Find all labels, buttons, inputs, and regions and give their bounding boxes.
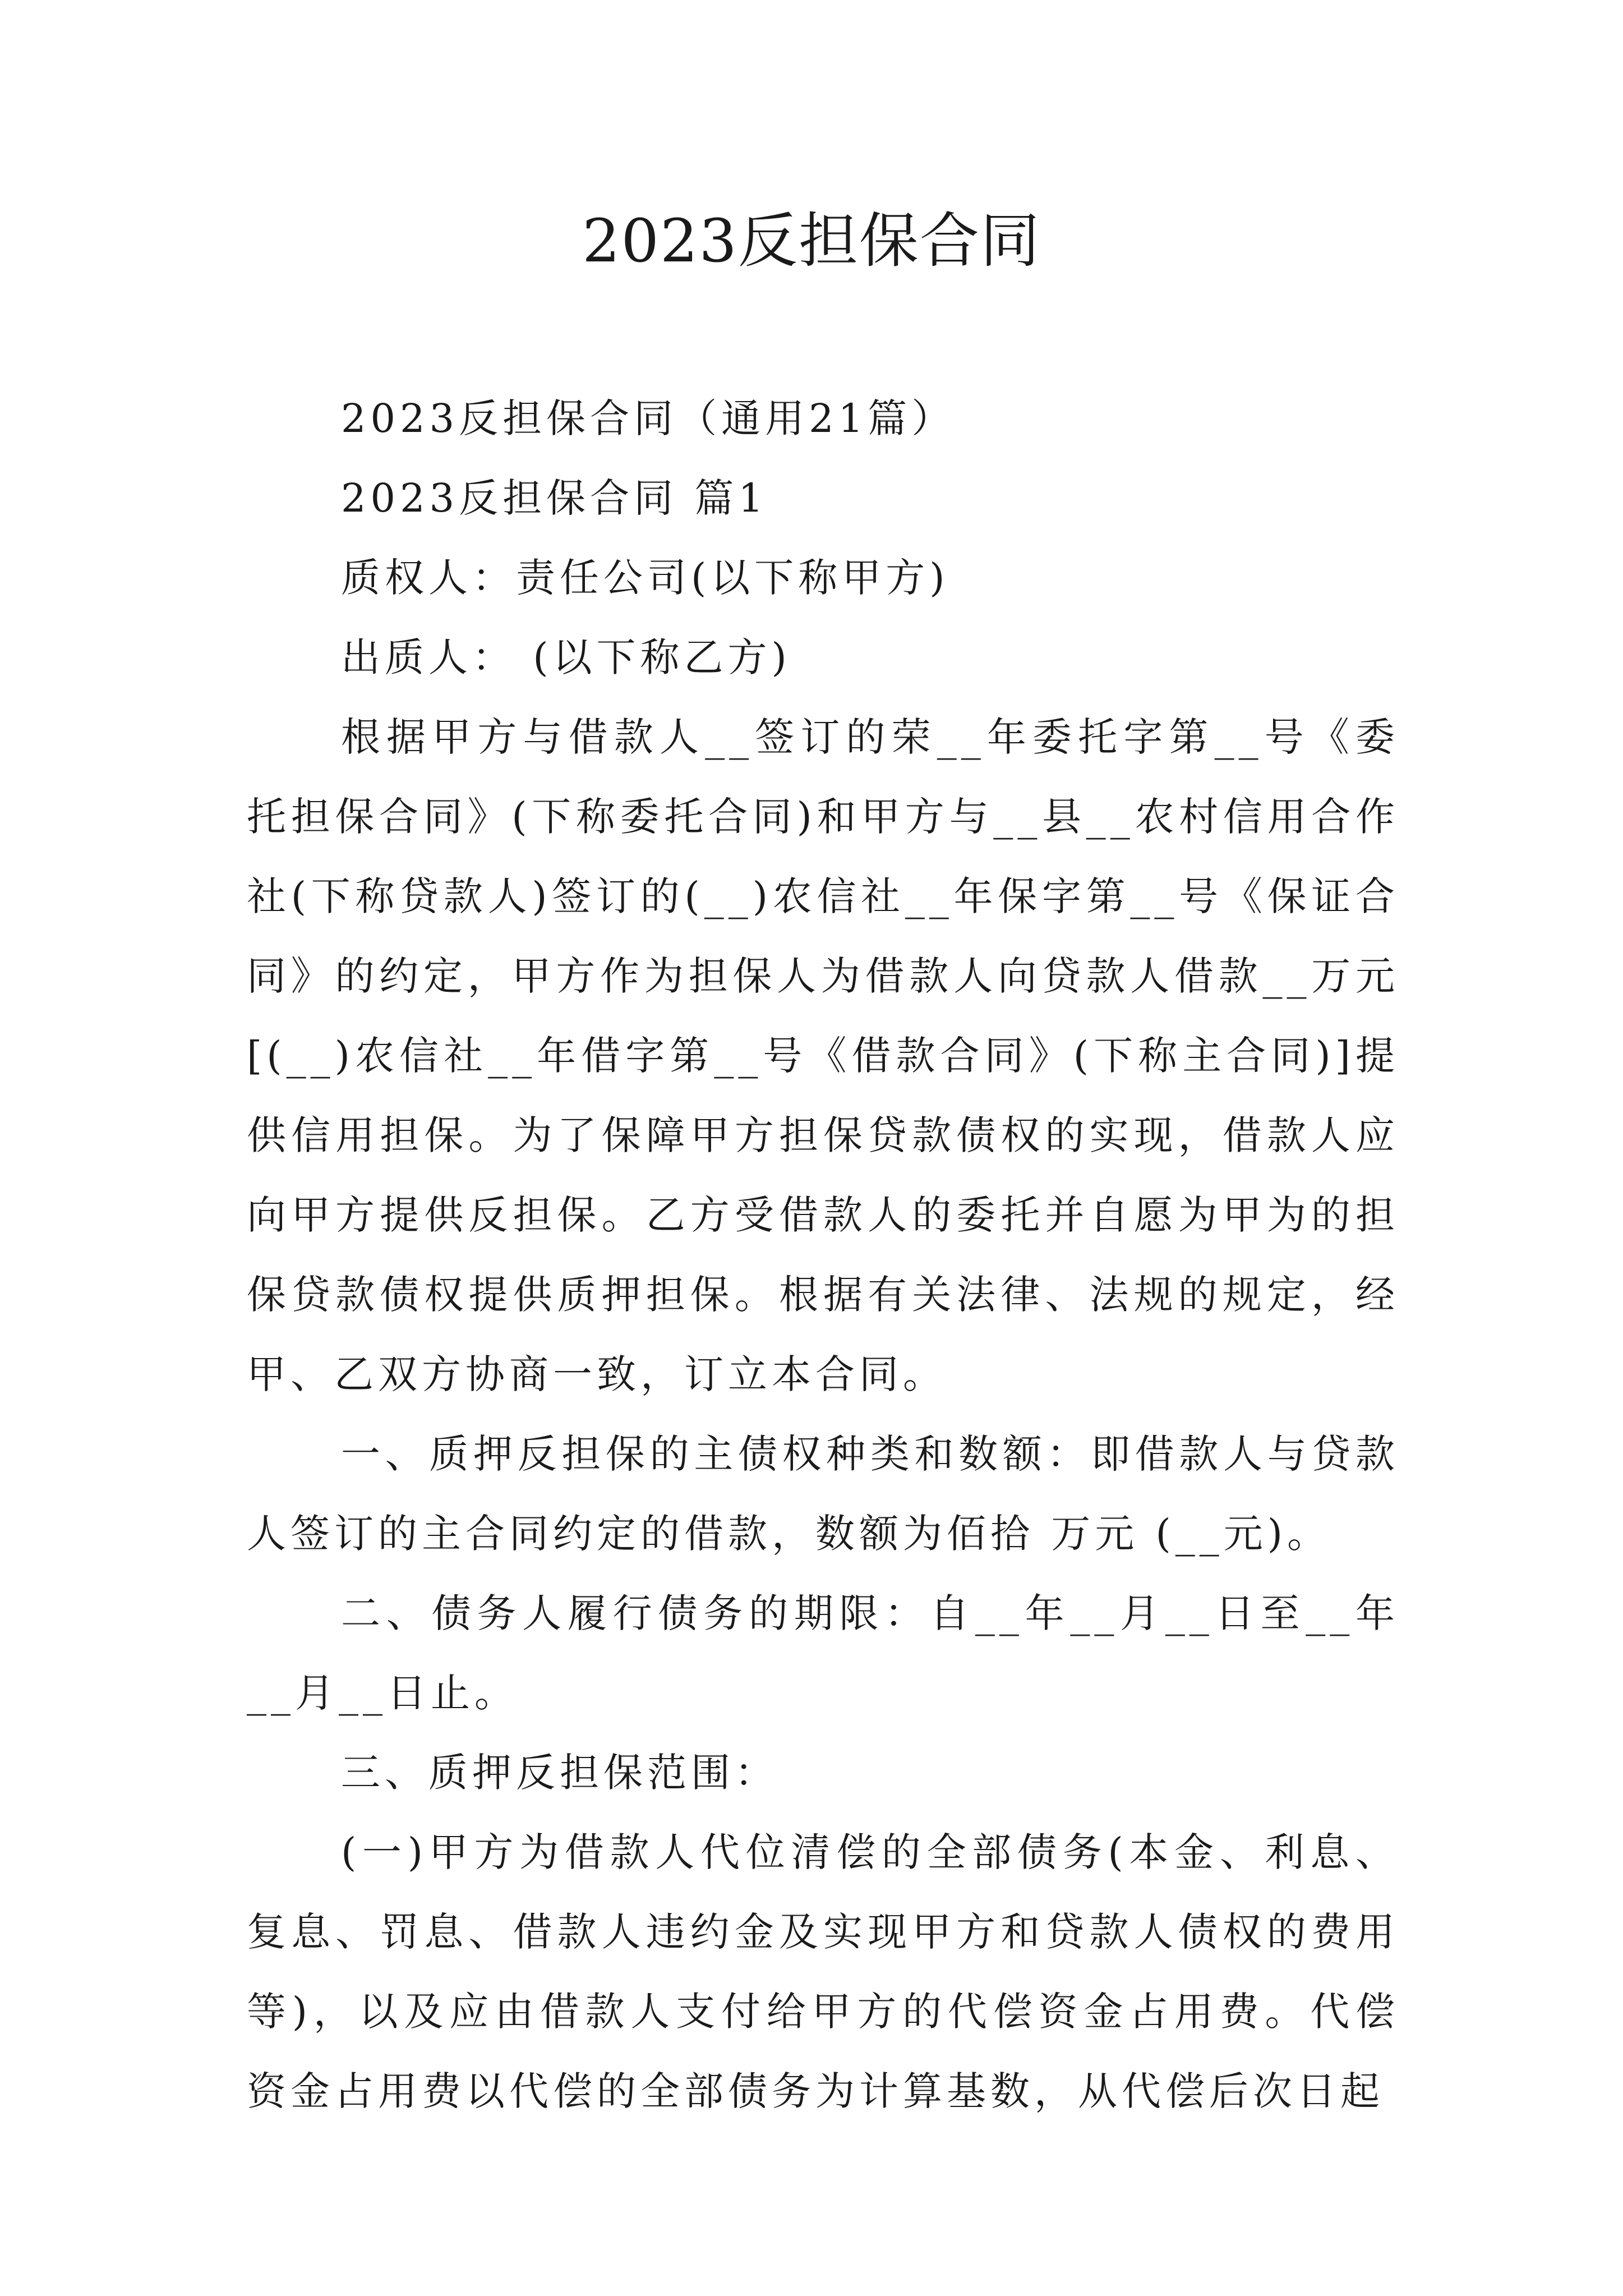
- section-heading: 2023反担保合同 篇1: [341, 475, 768, 521]
- clause-1-paragraph: 一、质押反担保的主债权种类和数额：即借款人与贷款人签订的主合同约定的借款，数额为佰拾 万元 (__元)。: [247, 1431, 1399, 1557]
- clause-3-heading: 三、质押反担保范围：: [341, 1750, 778, 1796]
- pledgee-line: 质权人：责任公司(以下称甲方): [341, 555, 949, 601]
- document-title: 2023反担保合同: [582, 206, 1041, 275]
- pledgor-line: 出质人： (以下称乙方): [341, 634, 791, 680]
- subtitle-paragraph: 2023反担保合同（通用21篇）: [341, 395, 956, 441]
- clause-3-item-1-paragraph: (一)甲方为借款人代位清偿的全部债务(本金、利息、复息、罚息、借款人违约金及实现甲方和贷款人债权的费用等)，以及应由借款人支付给甲方的代偿资金占用费。代偿资金占用费以代偿的全部债务为计算基数，从代偿后次日起: [247, 1829, 1399, 2114]
- clause-2-paragraph: 二、债务人履行债务的期限：自__年__月__日至__年__月__日止。: [247, 1590, 1399, 1716]
- document-body: [247, 379, 1399, 2131]
- preamble-paragraph: 根据甲方与借款人__签订的荣__年委托字第__号《委托担保合同》(下称委托合同)和甲方与__县__农村信用合作社(下称贷款人)签订的(__)农信社__年保字第__号《保证合同》的约定，甲方作为担保人为借款人向贷款人借款__万元[(__)农信社__年借字第__号《借款合同》(下称主合同)]提供信用担保。为了保障甲方担保贷款债权的实现，借款人应向甲方提供反担保。乙方受借款人的委托并自愿为甲为的担保贷款债权提供质押担保。根据有关法律、法规的规定，经甲、乙双方协商一致，订立本合同。: [247, 714, 1399, 1397]
